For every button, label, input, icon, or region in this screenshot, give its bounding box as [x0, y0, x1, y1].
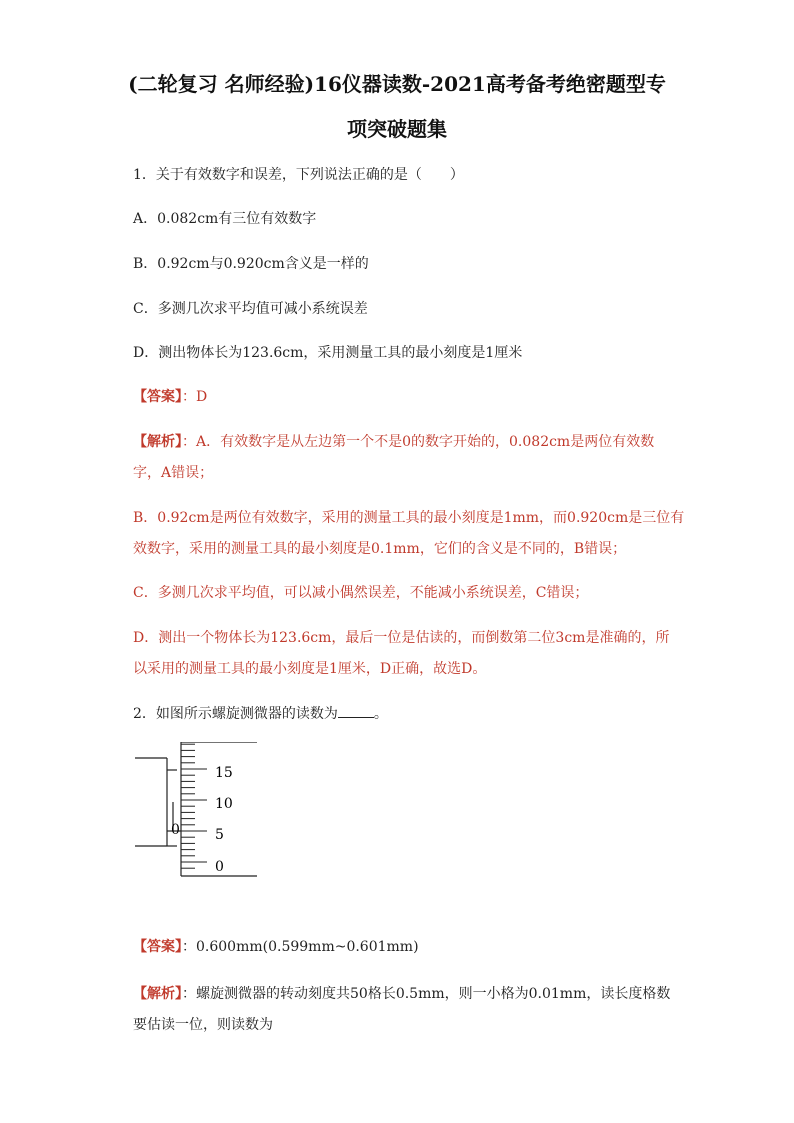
- answer-blank: [338, 703, 374, 718]
- document-title-line1: (二轮复习 名师经验)16仪器读数-2021高考备考绝密题型专: [128, 72, 666, 96]
- option-d: D．测出物体长为123.6cm，采用测量工具的最小刻度是1厘米: [133, 345, 523, 361]
- thimble-label-10: 10: [215, 796, 233, 812]
- analysis-2-line-1: [133, 983, 670, 1003]
- answer-tag: 【答案】: [133, 389, 182, 405]
- analysis-tag: 【解析】: [133, 986, 182, 1002]
- answer-1: [133, 386, 207, 406]
- analysis-1-line-6: D．测出一个物体长为123.6cm，最后一位是估读的，而倒数第二位3cm是准确的，所: [133, 630, 670, 646]
- sleeve-zero-label: 0: [171, 822, 180, 838]
- thimble-label-5: 5: [215, 827, 224, 843]
- question-2-text: 2．如图所示螺旋测微器的读数为: [133, 706, 338, 722]
- question-1-stem: 1．关于有效数字和误差，下列说法正确的是（ ）: [133, 167, 464, 183]
- analysis-1-line-7: 以采用的测量工具的最小刻度是1厘米，D正确，故选D。: [133, 661, 487, 677]
- option-c: C．多测几次求平均值可减小系统误差: [133, 301, 368, 317]
- option-a: A．0.082cm有三位有效数字: [133, 211, 317, 227]
- analysis-text: ：A．有效数字是从左边第一个不是0的数字开始的，0.082cm是两位有效数: [182, 434, 655, 450]
- analysis-1-line-1: [133, 431, 654, 451]
- analysis-text: ：螺旋测微器的转动刻度共50格长0.5mm，则一小格为0.01mm，读长度格数: [182, 986, 671, 1002]
- micrometer-figure: [135, 742, 265, 882]
- thimble-ticks: [181, 744, 207, 868]
- answer-2: [133, 936, 419, 956]
- analysis-1-line-2: 字，A错误；: [133, 465, 214, 481]
- thimble-label-15: 15: [215, 765, 233, 781]
- answer-value: ：0.600mm(0.599mm~0.601mm): [182, 939, 419, 955]
- document-title-line2: 项突破题集: [347, 117, 447, 141]
- thimble-label-0: 0: [215, 859, 224, 875]
- analysis-2-line-2: 要估读一位，则读数为: [133, 1017, 273, 1033]
- analysis-1-line-5: C．多测几次求平均值，可以减小偶然误差，不能减小系统误差，C错误；: [133, 585, 589, 601]
- question-2-end: 。: [373, 706, 388, 722]
- analysis-1-line-3: B．0.92cm是两位有效数字，采用的测量工具的最小刻度是1mm，而0.920cm是三位有: [133, 510, 685, 526]
- analysis-1-line-4: 效数字，采用的测量工具的最小刻度是0.1mm，它们的含义是不同的，B错误；: [133, 541, 627, 557]
- answer-value: ：D: [182, 389, 208, 405]
- answer-tag: 【答案】: [133, 939, 182, 955]
- option-b: B．0.92cm与0.920cm含义是一样的: [133, 256, 369, 272]
- analysis-tag: 【解析】: [133, 434, 182, 450]
- question-2-stem: [133, 703, 388, 723]
